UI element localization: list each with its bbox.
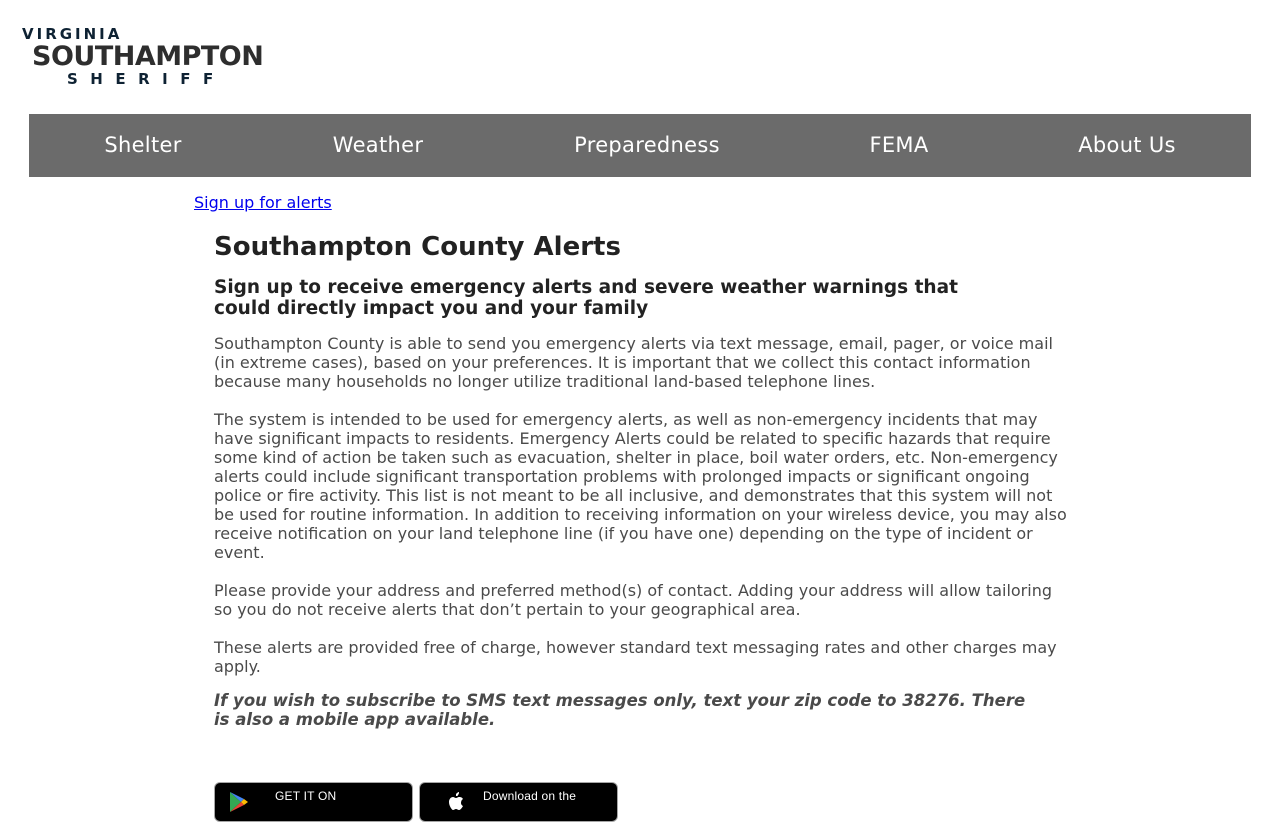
site-logo[interactable] xyxy=(22,24,262,90)
google-play-badge[interactable] xyxy=(214,782,413,822)
apple-icon xyxy=(446,790,468,814)
nav-item-preparedness[interactable]: Preparedness xyxy=(574,133,720,157)
logo-name-text: SOUTHAMPTON xyxy=(32,41,264,72)
app-store-label: Download on the xyxy=(483,789,577,803)
address-paragraph: Please provide your address and preferred method(s) of contact. Adding your address will allow tailoring so you do not receive alerts that don’t pertain to your geographical area. xyxy=(214,581,1052,619)
nav-item-weather[interactable]: Weather xyxy=(332,133,424,157)
signup-for-alerts-link[interactable]: Sign up for alerts xyxy=(194,193,332,212)
google-play-label: GET IT ON xyxy=(275,789,337,803)
nav-item-fema[interactable]: FEMA xyxy=(869,133,929,157)
nav-item-shelter[interactable]: Shelter xyxy=(104,133,182,157)
logo-state-text: VIRGINIA xyxy=(22,25,123,43)
page-subtitle: Sign up to receive emergency alerts and severe weather warnings that could directly impact you and your family xyxy=(214,277,958,319)
nav-item-about-us[interactable]: About Us xyxy=(1078,133,1176,157)
main-navigation xyxy=(29,114,1251,177)
page-title: Southampton County Alerts xyxy=(214,232,621,262)
charges-paragraph: These alerts are provided free of charge, however standard text messaging rates and other charges may apply. xyxy=(214,638,1057,676)
app-store-badge[interactable] xyxy=(419,782,618,822)
sms-note: If you wish to subscribe to SMS text messages only, text your zip code to 38276. There is also a mobile app available. xyxy=(214,691,1026,729)
google-play-icon xyxy=(227,790,249,814)
system-purpose-paragraph: The system is intended to be used for emergency alerts, as well as non-emergency incidents that may have significant impacts to residents. Emergency Alerts could be related to specific hazards that require some kind of action be taken such as evacuation, shelter in place, boil water orders, etc. Non-emergency alerts could include significant transportation problems with prolonged impacts or significant ongoing police or fire activity. This list is not meant to be all inclusive, and demonstrates that this system will not be used for routine information. In addition to receiving information on your wireless device, you may also receive notification on your land telephone line (if you have one) depending on the type of incident or event. xyxy=(214,410,1067,562)
logo-dept-text: SHERIFF xyxy=(67,70,226,88)
main-content xyxy=(214,229,1074,729)
intro-paragraph: Southampton County is able to send you emergency alerts via text message, email, pager, or voice mail (in extreme cases), based on your preferences. It is important that we collect this contact information because many households no longer utilize traditional land-based telephone lines. xyxy=(214,334,1053,391)
